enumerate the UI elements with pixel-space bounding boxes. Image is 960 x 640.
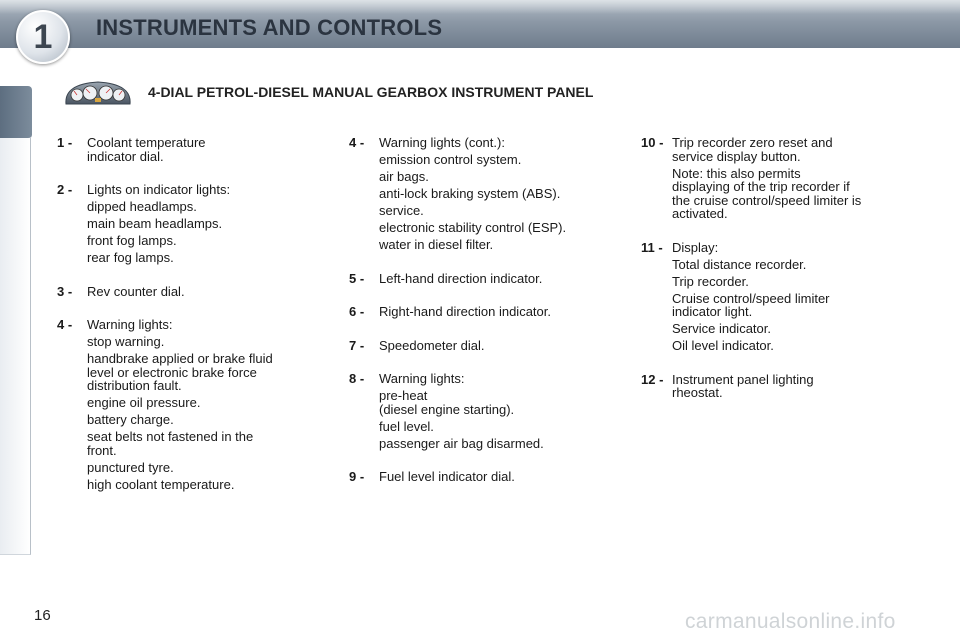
- chapter-tabs: [0, 62, 34, 574]
- entry-line: stop warning.: [87, 334, 165, 349]
- entry-line: Fuel level indicator dial.: [379, 469, 515, 484]
- entry-line: Instrument panel lighting rheostat.: [672, 371, 814, 400]
- entry-line: dipped headlamps.: [87, 199, 197, 214]
- legend-entry: [641, 373, 931, 400]
- chapter-tab[interactable]: [0, 502, 31, 555]
- legend-entry: [57, 136, 327, 163]
- entry-line: pre-heat (diesel engine starting).: [379, 388, 515, 417]
- entry-line: passenger air bag disarmed.: [379, 435, 544, 451]
- chapter-tab[interactable]: [0, 190, 31, 243]
- entry-number: 3 -: [57, 283, 73, 299]
- chapter-tab[interactable]: [0, 294, 31, 347]
- chapter-badge: [16, 10, 70, 64]
- entry-line: main beam headlamps.: [87, 216, 223, 231]
- legend-entry: [349, 470, 619, 484]
- entry-line: Note: this also permits displaying of the trip recorder if the cruise control/speed limiter is activated.: [672, 165, 862, 221]
- entry-line: Coolant temperature indicator dial.: [87, 135, 206, 164]
- legend-column-2: [349, 136, 619, 504]
- legend-entry: [349, 372, 619, 450]
- entry-number: 11 -: [641, 239, 663, 255]
- entry-number: 4 -: [349, 135, 365, 150]
- entry-line: engine oil pressure.: [87, 395, 201, 410]
- entry-line: Oil level indicator.: [672, 338, 774, 353]
- chapter-tab[interactable]: [0, 450, 31, 503]
- legend-entry: [57, 183, 327, 265]
- entry-line: Service indicator.: [672, 321, 771, 336]
- legend-entry: [641, 136, 931, 221]
- legend-entry: [349, 136, 619, 252]
- entry-number: 8 -: [349, 371, 365, 386]
- entry-line: Warning lights:: [379, 371, 465, 386]
- entry-line: front fog lamps.: [87, 233, 177, 248]
- watermark: carmanualsonline.info: [685, 610, 896, 633]
- entry-line: handbrake applied or brake fluid level or electronic brake force distribution fault.: [87, 351, 273, 393]
- legend-entry: [349, 272, 619, 286]
- entry-line: Left-hand direction indicator.: [379, 270, 543, 286]
- legend-entry: [641, 241, 931, 353]
- legend-entry: [349, 339, 619, 353]
- entry-number: 7 -: [349, 337, 365, 353]
- legend-entry: [57, 318, 327, 491]
- entry-line: punctured tyre.: [87, 459, 174, 475]
- entry-line: Warning lights (cont.):: [379, 135, 505, 150]
- entry-line: emission control system.: [379, 152, 522, 167]
- entry-line: Warning lights:: [87, 317, 173, 332]
- entry-line: fuel level.: [379, 418, 434, 434]
- entry-line: Trip recorder.: [672, 273, 749, 289]
- section-title: 4-DIAL PETROL-DIESEL MANUAL GEARBOX INSTRUMENT PANEL: [148, 84, 594, 100]
- chapter-header: [0, 0, 960, 48]
- entry-number: 6 -: [349, 304, 365, 319]
- header-shine: [0, 0, 960, 14]
- entry-line: Speedometer dial.: [379, 337, 485, 353]
- chapter-tab-active[interactable]: [0, 86, 32, 139]
- entry-line: electronic stability control (ESP).: [379, 220, 567, 235]
- entry-line: anti-lock braking system (ABS).: [379, 186, 561, 201]
- entry-line: Right-hand direction indicator.: [379, 304, 551, 319]
- entry-line: high coolant temperature.: [87, 476, 235, 492]
- entry-line: Lights on indicator lights:: [87, 182, 231, 197]
- entry-line: Cruise control/speed limiter indicator light.: [672, 290, 830, 319]
- entry-number: 12 -: [641, 371, 664, 387]
- entry-line: Trip recorder zero reset and service display button.: [672, 135, 833, 164]
- entry-line: seat belts not fastened in the front.: [87, 429, 254, 458]
- entry-number: 9 -: [349, 469, 365, 484]
- entry-line: water in diesel filter.: [379, 237, 494, 252]
- chapter-tab[interactable]: [0, 242, 31, 295]
- entry-line: battery charge.: [87, 412, 174, 427]
- entry-line: service.: [379, 203, 424, 218]
- chapter-title: INSTRUMENTS AND CONTROLS: [96, 15, 443, 40]
- legend-entry: [57, 285, 327, 299]
- entry-line: air bags.: [379, 169, 429, 184]
- chapter-tab[interactable]: [0, 138, 31, 191]
- entry-line: rear fog lamps.: [87, 250, 174, 265]
- chapter-number: 1: [33, 17, 53, 56]
- entry-number: 10 -: [641, 135, 664, 150]
- entry-number: 4 -: [57, 317, 73, 332]
- entry-number: 5 -: [349, 270, 365, 286]
- legend-entry: [349, 305, 619, 319]
- chapter-tab[interactable]: [0, 398, 31, 451]
- entry-line: Rev counter dial.: [87, 283, 185, 299]
- entry-number: 2 -: [57, 182, 73, 197]
- legend-column-3: [641, 136, 931, 420]
- legend-column-1: [57, 136, 327, 511]
- page-number: 16: [34, 607, 51, 624]
- chapter-tab[interactable]: [0, 346, 31, 399]
- entry-number: 1 -: [57, 135, 73, 150]
- instrument-panel-icon: [62, 78, 134, 108]
- entry-line: Display:: [672, 239, 719, 255]
- entry-line: Total distance recorder.: [672, 256, 807, 272]
